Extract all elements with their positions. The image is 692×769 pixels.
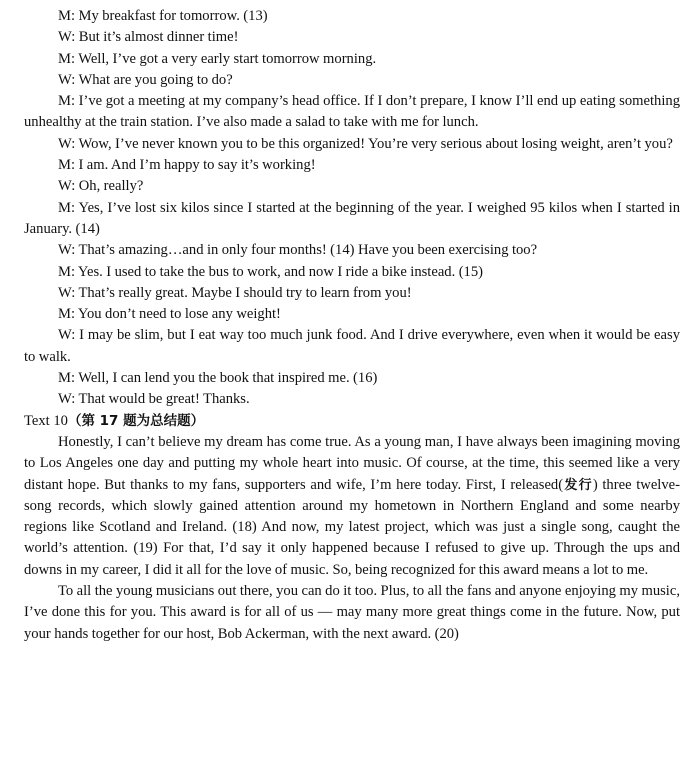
document-page: [24, 6, 680, 645]
section-note: （第 17 题为总结题）: [67, 412, 205, 429]
section-heading: [24, 411, 680, 432]
section-title: Text 10: [24, 412, 68, 429]
dialogue-line: W: Oh, really?: [58, 178, 144, 195]
dialogue-line: W: But it’s almost dinner time!: [58, 29, 239, 46]
dialogue-line: M: My breakfast for tomorrow. (13): [58, 8, 268, 24]
dialogue-line: M: Yes, I’ve lost six kilos since I started at the beginning of the year. I weighed 95 kilos when I started in January. (14): [24, 199, 680, 237]
dialogue-line: M: I’ve got a meeting at my company’s head office. If I don’t prepare, I know I’ll end up eating something unhealthy at the train station. I’ve also made a salad to take with me for lunch.: [24, 93, 680, 131]
dialogue-line: M: Well, I’ve got a very early start tomorrow morning.: [58, 50, 377, 67]
dialogue-line: M: Well, I can lend you the book that inspired me. (16): [58, 370, 378, 387]
dialogue-line: W: That’s really great. Maybe I should try to learn from you!: [58, 284, 412, 301]
dialogue-line: W: I may be slim, but I eat way too much junk food. And I drive everywhere, even when it would be easy to walk.: [24, 327, 680, 365]
monologue-paragraph: To all the young musicians out there, you can do it too. Plus, to all the fans and anyone enjoying my music, I’ve done this for you. This award is for all of us — may many more great things come in the future. Now, put your hands together for our host, Bob Ackerman, with the next award. (20): [24, 583, 680, 642]
dialogue-line: M: I am. And I’m happy to say it’s working!: [58, 157, 316, 174]
monologue-paragraph: [24, 432, 680, 581]
dialogue-line: M: You don’t need to lose any weight!: [58, 306, 281, 323]
paragraph-text: ) three twelve-song records, which slowly gained attention around my hometown in Northern England and some nearby regions like Scotland and Ireland. (18) And now, my latest project, which was just a single song, caught the world’s attention. (19) For that, I’d say it only happened because I refused to give up. Through the ups and downs in my career, I did it all for the love of music. So, being recognized for this award means a lot to me.: [24, 476, 680, 578]
dialogue-line: W: Wow, I’ve never known you to be this organized! You’re very serious about losing weight, aren’t you?: [58, 135, 673, 152]
dialogue-line: W: What are you going to do?: [58, 71, 233, 88]
dialogue-line: W: That’s amazing…and in only four months! (14) Have you been exercising too?: [58, 242, 538, 259]
dialogue-line: W: That would be great! Thanks.: [58, 391, 250, 408]
chinese-gloss: 发行: [563, 477, 593, 493]
paragraph-text: Honestly, I can’t believe my dream has come true. As a young man, I have always been imagining moving to Los Angeles one day and putting my whole heart into music. Of course, at the time, this seemed like a very distant hope. But thanks to my fans, supporters and wife, I’m here today. First, I released(: [24, 433, 680, 493]
dialogue-line: M: Yes. I used to take the bus to work, and now I ride a bike instead. (15): [58, 263, 484, 280]
